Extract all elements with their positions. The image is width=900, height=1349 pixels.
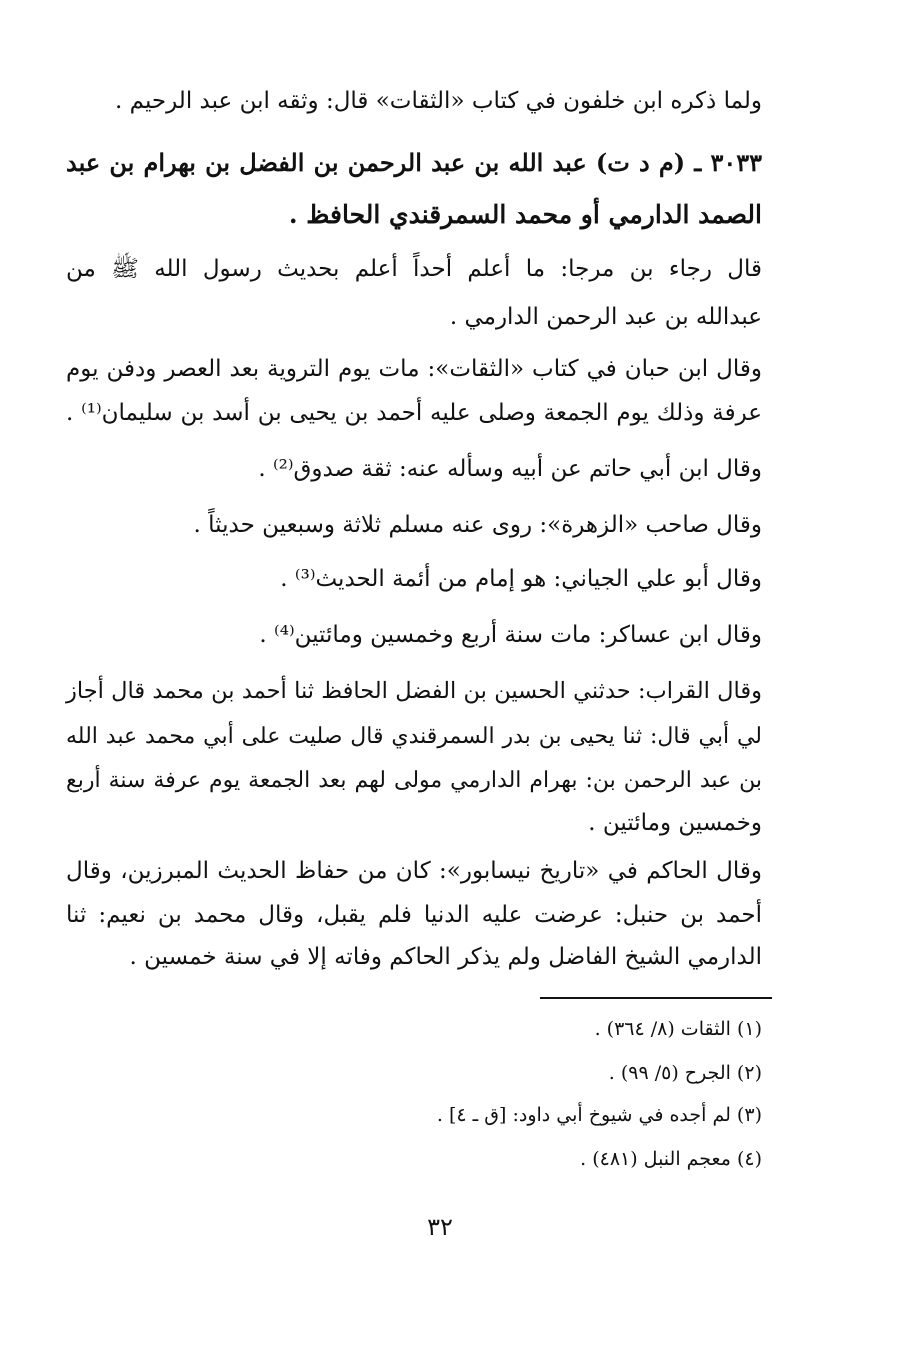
entry-heading-line: الصمد الدارمي أو محمد السمرقندي الحافظ .	[288, 200, 762, 229]
body-line: بن عبد الرحمن بن: بهرام الدارمي مولى لهم بعد الجمعة يوم عرفة سنة أربع	[66, 768, 762, 793]
body-line: وقال صاحب «الزهرة»: روى عنه مسلم ثلاثة وسبعين حديثاً .	[193, 512, 762, 538]
body-line: الدارمي الشيخ الفاضل ولم يذكر الحاكم وفاته إلا في سنة خمسين .	[129, 944, 762, 970]
body-line: وخمسين ومائتين .	[588, 810, 762, 836]
body-line: عرفة وذلك يوم الجمعة وصلى عليه أحمد بن يحيى بن أسد بن سليمان⁽¹⁾ .	[66, 400, 762, 426]
footnote-divider	[540, 997, 772, 999]
footnote: (٤) معجم النبل (٤٨١) .	[580, 1148, 762, 1170]
body-line: عبدالله بن عبد الرحمن الدارمي .	[449, 304, 762, 330]
footnote: (٣) لم أجده في شيوخ أبي داود: [ق ـ ٤] .	[436, 1104, 762, 1126]
body-line: وقال ابن أبي حاتم عن أبيه وسأله عنه: ثقة صدوق⁽²⁾ .	[258, 456, 762, 482]
body-line: لي أبي قال: ثنا يحيى بن بدر السمرقندي قال صليت على أبي محمد عبد الله	[66, 724, 762, 749]
body-line: قال رجاء بن مرجا: ما أعلم أحداً أعلم بحديث رسول الله ﷺ من	[66, 256, 762, 282]
body-line: وقال القراب: حدثني الحسين بن الفضل الحافظ ثنا أحمد بن محمد قال أجاز	[66, 678, 762, 704]
body-line: أحمد بن حنبل: عرضت عليه الدنيا فلم يقبل، وقال محمد بن نعيم: ثنا	[66, 902, 762, 928]
body-line: وقال ابن عساكر: مات سنة أربع وخمسين ومائتين⁽⁴⁾ .	[259, 622, 762, 648]
footnote: (١) الثقات (٨/ ٣٦٤) .	[594, 1018, 762, 1040]
body-line: وقال الحاكم في «تاريخ نيسابور»: كان من حفاظ الحديث المبرزين، وقال	[66, 858, 762, 884]
body-line: وقال ابن حبان في كتاب «الثقات»: مات يوم التروية بعد العصر ودفن يوم	[66, 356, 762, 382]
footnote: (٢) الجرح (٥/ ٩٩) .	[608, 1062, 762, 1084]
page-number: ٣٢	[427, 1213, 453, 1241]
body-line: ولما ذكره ابن خلفون في كتاب «الثقات» قال: وثقه ابن عبد الرحيم .	[115, 88, 762, 114]
entry-heading-line: ٣٠٣٣ ـ (م د ت) عبد الله بن عبد الرحمن بن الفضل بن بهرام بن عبد	[66, 148, 763, 177]
body-line: وقال أبو علي الجياني: هو إمام من أئمة الحديث⁽³⁾ .	[280, 566, 762, 592]
